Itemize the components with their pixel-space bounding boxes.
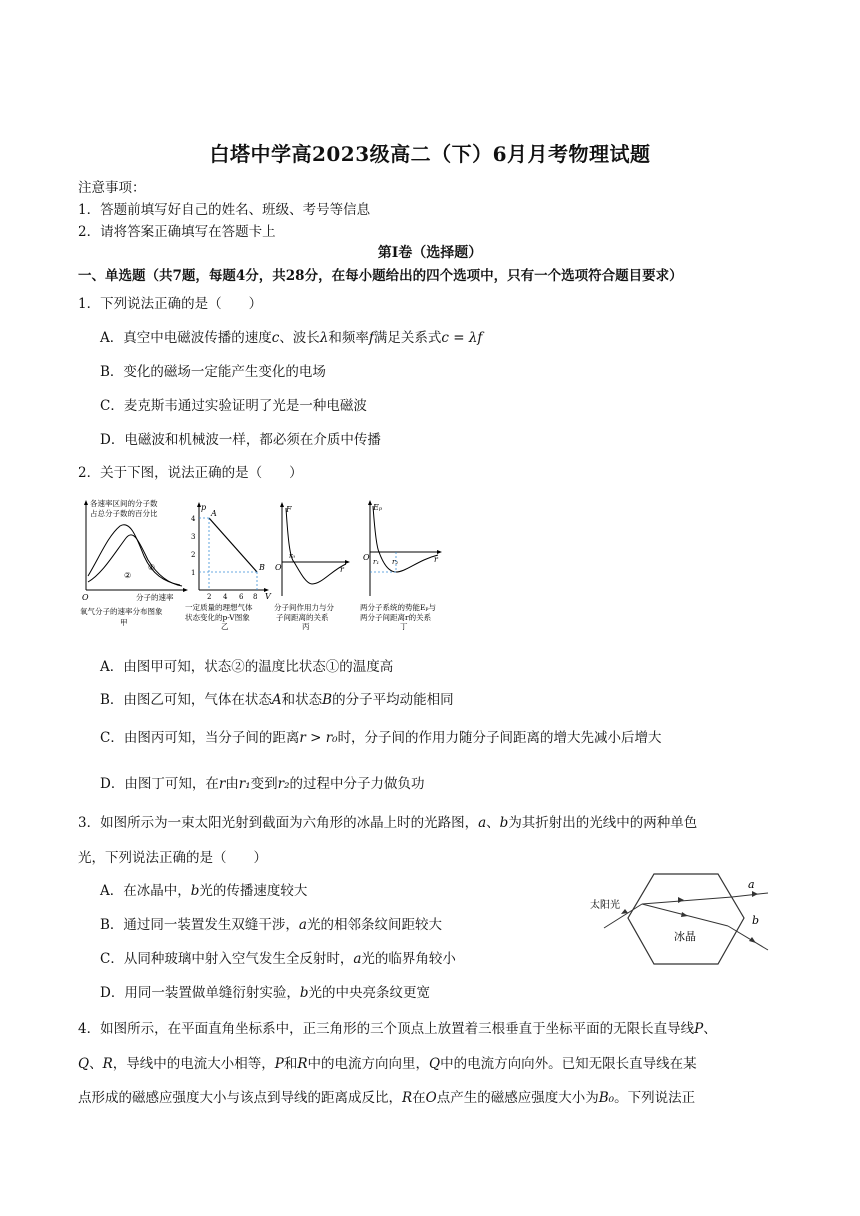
q1-formula: c = λf [441, 330, 483, 346]
yi-point-b: B [259, 563, 265, 572]
jia-name: 甲 [120, 618, 128, 627]
ding-ep-label: Eₚ [373, 503, 383, 512]
ding-caption-1: 两分子系统的势能Eₚ与 [360, 603, 436, 612]
yi-tick-x2: 2 [207, 593, 212, 601]
yi-tick-x6: 6 [239, 593, 244, 601]
ray-a-inside [642, 897, 732, 904]
jia-ylabel-1: 各速率区间的分子数 [90, 499, 158, 508]
yi-point-a: A [211, 509, 217, 518]
section-title: 第Ⅰ卷（选择题） [377, 245, 483, 261]
jia-caption: 氧气分子的速率分布图象 [80, 607, 163, 616]
ray-a-label: a [748, 878, 755, 891]
bing-origin: O [275, 563, 282, 572]
yi-process-line [209, 518, 257, 572]
bing-caption-2: 子间距离的关系 [276, 613, 329, 622]
q3-option-b: B．通过同一装置发生双缝干涉，a光的相邻条纹间距较大 [100, 917, 442, 933]
q1-option-c: C．麦克斯韦通过实验证明了光是一种电磁波 [100, 398, 367, 414]
bing-caption-1: 分子间作用力与分 [274, 603, 334, 612]
jia-origin: O [82, 593, 89, 602]
ray-b-label: b [752, 914, 760, 927]
q2-option-c: C．由图丙可知，当分子间的距离r > r₀时，分子间的作用力随分子间距离的增大先减小后增大 [100, 730, 662, 746]
q1-option-d: D．电磁波和机械波一样，都必须在介质中传播 [100, 432, 381, 448]
q3-stem-line-1: 3．如图所示为一束太阳光射到截面为六角形的冰晶上时的光路图，a、b为其折射出的光线中的两种单色 [78, 815, 698, 831]
yi-tick-y1: 1 [191, 569, 196, 577]
exam-title: 白塔中学高2023级高二（下）6月月考物理试题 [209, 142, 651, 166]
q1-option-b: B．变化的磁场一定能产生变化的电场 [100, 364, 326, 380]
figure-jia [80, 496, 190, 631]
q3-stem-line-2: 光，下列说法正确的是（ ） [78, 850, 267, 866]
q3-option-d: D．用同一装置做单缝衍射实验，b光的中央亮条纹更宽 [100, 985, 430, 1001]
ding-r2-label: r₂ [392, 558, 399, 566]
jia-curve-1 [88, 525, 180, 585]
bing-r0-label: r₀ [289, 552, 296, 560]
figure-yi [185, 500, 275, 630]
q2-option-a: A．由图甲可知，状态②的温度比状态①的温度高 [100, 659, 394, 675]
yi-tick-y2: 2 [191, 551, 196, 559]
jia-curve-2-label: ② [124, 571, 132, 580]
q4-line-2: Q、R，导线中的电流大小相等，P和R中的电流方向向里，Q中的电流方向向外。已知无限长直导线在某 [78, 1056, 697, 1072]
jia-curve-1-label: ① [148, 563, 156, 572]
notice-item-2: 2．请将答案正确填写在答题卡上 [78, 224, 276, 240]
yi-caption-2: 状态变化的p-V图象 [185, 613, 250, 622]
notice-item-1: 1．答题前填写好自己的姓名、班级、考号等信息 [78, 202, 371, 218]
q3-option-c: C．从同种玻璃中射入空气发生全反射时，a光的临界角较小 [100, 951, 456, 967]
ding-name: 丁 [400, 622, 408, 630]
ice-label: 冰晶 [674, 930, 696, 943]
figure-ding [360, 498, 460, 630]
yi-name: 乙 [221, 622, 229, 630]
ding-r1-label: r₁ [373, 558, 380, 566]
ding-r-label: r [434, 555, 438, 564]
q2-stem: 2．关于下图，说法正确的是（ ） [78, 465, 303, 481]
q1-option-a: A．真空中电磁波传播的速度c、波长λ和频率f满足关系式c = λf [100, 330, 483, 346]
ray-b-out [728, 926, 768, 950]
q4-line-3: 点形成的磁感应强度大小与该点到导线的距离成反比，R在O点产生的磁感应强度大小为B₀。下列说法正 [78, 1090, 696, 1106]
q1-stem: 1．下列说法正确的是（ ） [78, 296, 263, 312]
figure-bing [272, 500, 352, 630]
q2-option-b: B．由图乙可知，气体在状态A和状态B的分子平均动能相同 [100, 692, 454, 708]
yi-v-label: V [265, 592, 271, 601]
q2-option-d: D．由图丁可知，在r由r₁变到r₂的过程中分子力做负功 [100, 776, 425, 792]
yi-tick-y4: 4 [191, 515, 196, 523]
jia-ylabel-2: 占总分子数的百分比 [90, 509, 158, 518]
yi-tick-y3: 3 [191, 533, 196, 541]
ray-a-out [732, 893, 768, 897]
q3-option-a: A．在冰晶中，b光的传播速度较大 [100, 883, 308, 899]
bing-f-label: F [286, 505, 292, 514]
ding-curve [373, 506, 438, 572]
part-one-heading: 一、单选题（共7题，每题4分，共28分，在每小题给出的四个选项中，只有一个选项符合题目要求） [78, 268, 683, 284]
jia-curve-2 [88, 535, 182, 586]
q4-line-1: 4．如图所示，在平面直角坐标系中，正三角形的三个顶点上放置着三根垂直于坐标平面的无限长直导线P、 [78, 1021, 717, 1037]
yi-tick-x4: 4 [223, 593, 228, 601]
yi-caption-1: 一定质量的理想气体 [185, 603, 253, 612]
ding-caption-2: 两分子间距离r的关系 [360, 613, 432, 622]
notice-heading: 注意事项： [78, 180, 146, 196]
sunlight-label: 太阳光 [590, 900, 620, 911]
bing-r-label: r [340, 565, 344, 574]
bing-name: 丙 [302, 622, 310, 630]
yi-tick-x8: 8 [253, 593, 258, 601]
yi-p-label: p [201, 503, 207, 512]
jia-xlabel: 分子的速率 [136, 593, 174, 602]
figure-ice-crystal [588, 866, 778, 970]
ice-hexagon [628, 874, 744, 964]
ding-origin: O [363, 553, 370, 562]
bing-curve [286, 508, 346, 584]
